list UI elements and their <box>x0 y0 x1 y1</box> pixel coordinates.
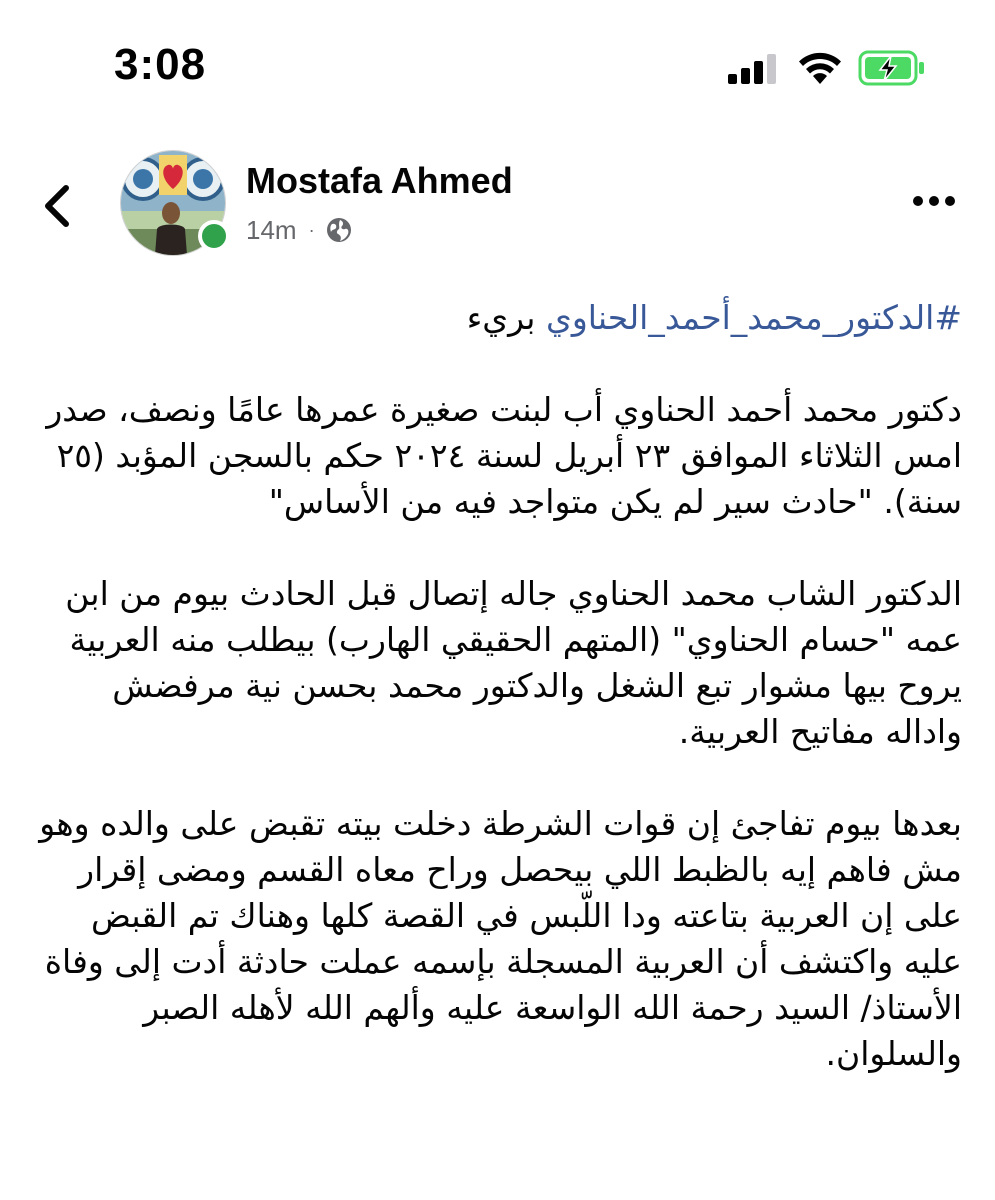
hashtag-link[interactable]: #الدكتور_محمد_أحمد_الحناوي <box>546 298 962 337</box>
globe-icon <box>325 216 353 244</box>
ellipsis-icon <box>904 186 964 216</box>
more-options-button[interactable] <box>904 186 964 216</box>
meta-separator: · <box>308 219 315 240</box>
back-button[interactable] <box>36 176 84 236</box>
battery-charging-icon <box>858 48 928 88</box>
post-paragraph: بعدها بيوم تفاجئ إن قوات الشرطة دخلت بيته تقبض على والده وهو مش فاهم إيه بالظبط اللي بيحصل وراح معاه القسم ومضى إقرار على إن العربية بتاعته ودا اللّبس في القصة كلها وهناك تم القبض عليه واكتشف أن العربية المسجلة بإسمه عملت حادثة أدت إلى وفاة الأستاذ/ السيد رحمة الله الواسعة عليه وألهم الله لأهله الصبر والسلوان. <box>39 804 962 1073</box>
post-header <box>0 140 995 270</box>
status-time: 3:08 <box>114 40 207 89</box>
online-status-dot <box>198 220 230 252</box>
post-meta <box>246 212 353 248</box>
post-paragraph: الدكتور الشاب محمد الحناوي جاله إتصال قبل الحادث بيوم من ابن عمه "حسام الحناوي" (المتهم الحقيقي الهارب) بيطلب منه العربية يروح بيها مشوار تبع الشغل والدكتور محمد بحسن نية مرفضش واداله مفاتيح العربية. <box>65 574 962 751</box>
hashtag-line <box>30 295 962 341</box>
status-bar <box>0 0 995 110</box>
hashtag-suffix: بريء <box>466 298 536 337</box>
post-body <box>30 295 962 1123</box>
wifi-icon <box>796 50 844 86</box>
chevron-left-icon <box>36 176 84 236</box>
post-time[interactable]: 14m <box>246 214 297 245</box>
cellular-signal-icon <box>728 52 780 84</box>
avatar-wrap[interactable] <box>120 150 226 256</box>
author-name[interactable]: Mostafa Ahmed <box>246 160 513 201</box>
post-paragraph: دكتور محمد أحمد الحناوي أب لبنت صغيرة عمرها عامًا ونصف، صدر امس الثلاثاء الموافق ٢٣ أبريل لسنة ٢٠٢٤ حكم بالسجن المؤبد (٢٥ سنة). "حادث سير لم يكن متواجد فيه من الأساس" <box>46 390 962 521</box>
